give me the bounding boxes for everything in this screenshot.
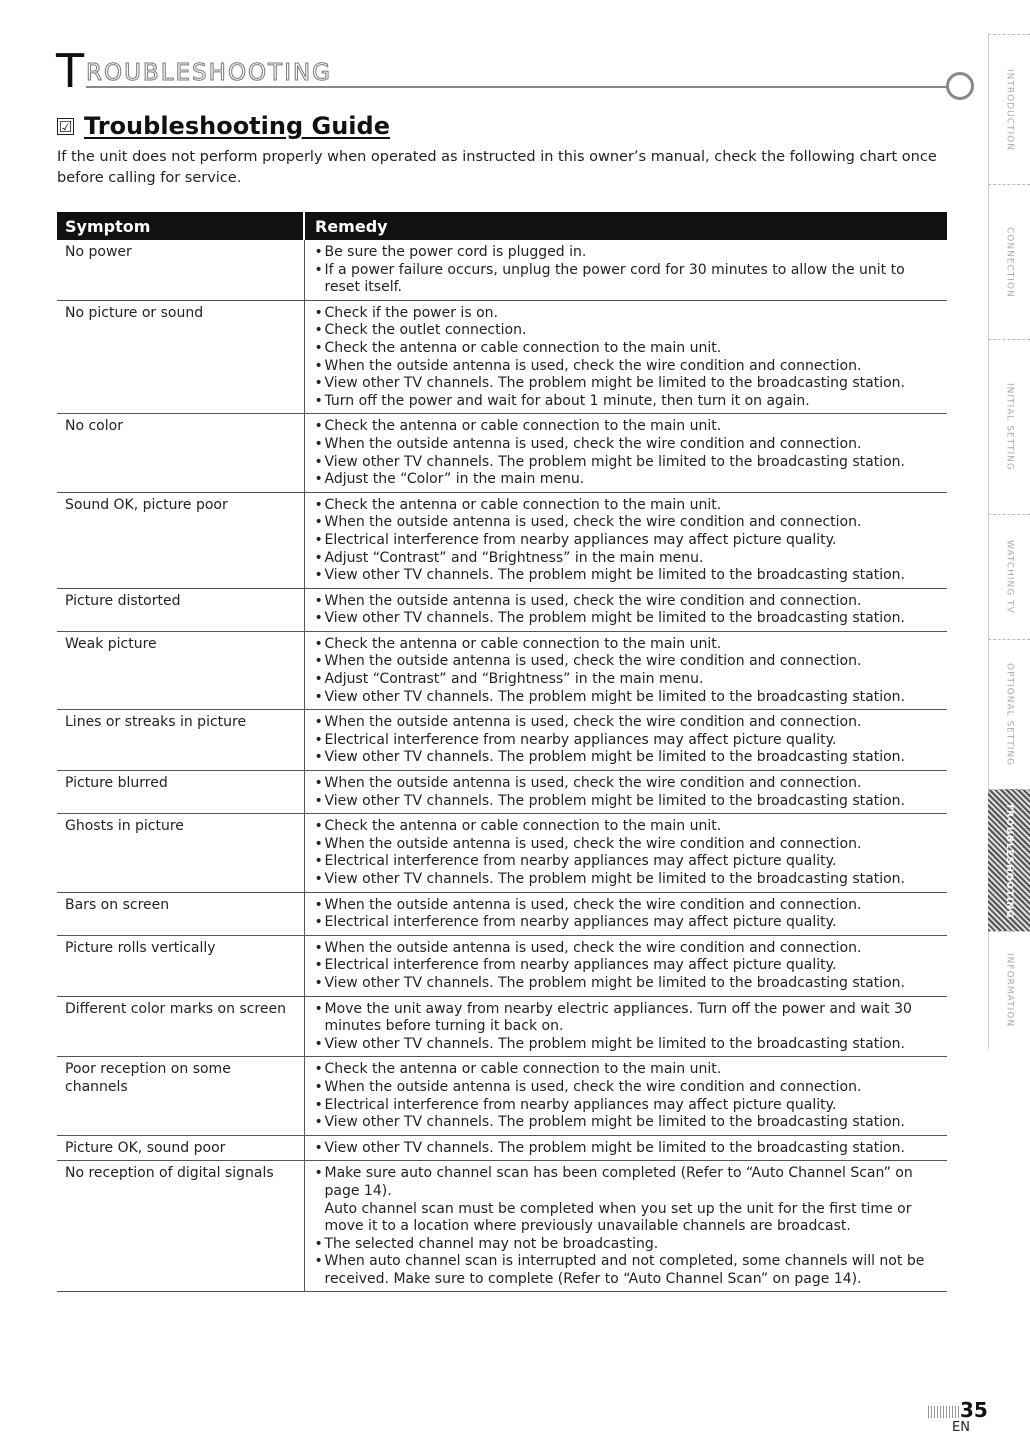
symptom-cell: No picture or sound [57, 300, 304, 414]
table-row [57, 710, 947, 771]
remedy-item: • Electrical interference from nearby appliances may affect picture quality. [315, 532, 942, 550]
remedy-list [315, 1001, 942, 1054]
remedy-item: • Electrical interference from nearby appliances may affect picture quality. [315, 957, 942, 975]
symptom-cell: Poor reception on some channels [57, 1057, 304, 1135]
remedy-list [315, 940, 942, 993]
remedy-item: • View other TV channels. The problem might be limited to the broadcasting station. [315, 689, 942, 707]
remedy-item: • Electrical interference from nearby appliances may affect picture quality. [315, 853, 942, 871]
remedy-list [315, 636, 942, 706]
remedy-item: • Make sure auto channel scan has been completed (Refer to “Auto Channel Scan” on page 14). [315, 1165, 942, 1200]
table-row [57, 935, 947, 996]
remedy-item: • View other TV channels. The problem might be limited to the broadcasting station. [315, 454, 942, 472]
symptom-cell: No color [57, 414, 304, 492]
symptom-cell: Sound OK, picture poor [57, 492, 304, 588]
remedy-item: • View other TV channels. The problem might be limited to the broadcasting station. [315, 1140, 942, 1158]
remedy-item: • View other TV channels. The problem might be limited to the broadcasting station. [315, 610, 942, 628]
symptom-column-header: Symptom [57, 212, 304, 240]
remedy-item: • View other TV channels. The problem might be limited to the broadcasting station. [315, 375, 942, 393]
table-row [57, 414, 947, 492]
remedy-item: • When the outside antenna is used, check the wire condition and connection. [315, 897, 942, 915]
remedy-item: • When the outside antenna is used, check the wire condition and connection. [315, 593, 942, 611]
remedy-item: • Check the antenna or cable connection to the main unit. [315, 418, 942, 436]
symptom-cell: No power [57, 240, 304, 300]
symptom-cell: Lines or streaks in picture [57, 710, 304, 771]
symptom-cell: Picture rolls vertically [57, 935, 304, 996]
checkbox-icon: ☑ [58, 117, 73, 136]
side-tab-label: INITIAL SETTING [1004, 383, 1015, 471]
remedy-list [315, 775, 942, 810]
side-tab-label: TROUBLESHOOTING [1004, 802, 1014, 919]
remedy-item: • Check the antenna or cable connection to the main unit. [315, 636, 942, 654]
header-rule [86, 86, 956, 88]
remedy-item: • View other TV channels. The problem might be limited to the broadcasting station. [315, 567, 942, 585]
remedy-item: • Check the outlet connection. [315, 322, 942, 340]
remedy-item: • Turn off the power and wait for about 1 minute, then turn it on again. [315, 393, 942, 411]
remedy-item: • When the outside antenna is used, check the wire condition and connection. [315, 940, 942, 958]
remedy-column-header: Remedy [304, 212, 947, 240]
remedy-item: • Check the antenna or cable connection to the main unit. [315, 340, 942, 358]
remedy-list [315, 305, 942, 411]
remedy-cell [304, 631, 947, 709]
page-number: 35 [960, 1398, 988, 1422]
remedy-item: • When the outside antenna is used, check the wire condition and connection. [315, 836, 942, 854]
remedy-item: • The selected channel may not be broadcasting. [315, 1236, 942, 1254]
symptom-cell: Ghosts in picture [57, 814, 304, 892]
side-tab-information[interactable] [988, 931, 1030, 1049]
page-number-ornament [928, 1406, 960, 1418]
symptom-cell: Different color marks on screen [57, 996, 304, 1057]
table-row [57, 814, 947, 892]
table-row [57, 631, 947, 709]
remedy-item: • View other TV channels. The problem might be limited to the broadcasting station. [315, 1036, 942, 1054]
symptom-cell: Picture blurred [57, 771, 304, 814]
side-tab-label: INFORMATION [1004, 953, 1015, 1028]
remedy-item: Auto channel scan must be completed when you set up the unit for the first time or move it to a location where previously unavailable channels are broadcast. [324, 1200, 912, 1235]
table-row [57, 588, 947, 631]
side-tab-introduction[interactable] [988, 34, 1030, 184]
remedy-item: • Be sure the power cord is plugged in. [315, 244, 942, 262]
side-tab-label: WATCHING TV [1004, 540, 1015, 614]
side-tab-initial-setting[interactable] [988, 339, 1030, 514]
remedy-item: • When the outside antenna is used, check the wire condition and connection. [315, 653, 942, 671]
intro-paragraph: If the unit does not perform properly when operated as instructed in this owner’s manual, check the following chart once before calling for service. [57, 149, 937, 186]
symptom-cell: No reception of digital signals [57, 1161, 304, 1292]
table-row [57, 240, 947, 300]
remedy-item: • Check the antenna or cable connection to the main unit. [315, 818, 942, 836]
side-tab-optional-setting[interactable] [988, 639, 1030, 789]
page-header [56, 46, 976, 96]
header-circle-ornament [946, 72, 974, 100]
remedy-list [315, 418, 942, 488]
section-title: Troubleshooting Guide [84, 112, 390, 140]
symptom-cell: Picture distorted [57, 588, 304, 631]
remedy-cell [304, 240, 947, 300]
table-row [57, 300, 947, 414]
remedy-item: • Adjust the “Color” in the main menu. [315, 471, 942, 489]
remedy-item: • When the outside antenna is used, check the wire condition and connection. [315, 358, 942, 376]
section-heading [57, 112, 390, 140]
remedy-cell [304, 1057, 947, 1135]
troubleshooting-table [57, 212, 947, 1292]
remedy-cell [304, 300, 947, 414]
side-tab-label: CONNECTION [1004, 226, 1015, 298]
remedy-list [315, 818, 942, 888]
table-header-row [57, 212, 947, 240]
remedy-item: • When the outside antenna is used, check the wire condition and connection. [315, 714, 942, 732]
remedy-list [315, 1165, 942, 1288]
remedy-item: • Adjust “Contrast” and “Brightness” in the main menu. [315, 671, 942, 689]
remedy-item: • Adjust “Contrast” and “Brightness” in the main menu. [315, 550, 942, 568]
remedy-cell [304, 935, 947, 996]
table-row [57, 996, 947, 1057]
side-tab-watching-tv[interactable] [988, 514, 1030, 639]
remedy-cell [304, 1135, 947, 1161]
table-row [57, 1057, 947, 1135]
remedy-item: • When the outside antenna is used, check the wire condition and connection. [315, 1079, 942, 1097]
remedy-item: • Check the antenna or cable connection to the main unit. [315, 497, 942, 515]
remedy-cell [304, 1161, 947, 1292]
remedy-item: • When the outside antenna is used, check the wire condition and connection. [315, 436, 942, 454]
remedy-list [315, 1061, 942, 1131]
remedy-item: • View other TV channels. The problem might be limited to the broadcasting station. [315, 793, 942, 811]
remedy-item: • When the outside antenna is used, check the wire condition and connection. [315, 775, 942, 793]
remedy-cell [304, 588, 947, 631]
table-row [57, 492, 947, 588]
side-tab-label: INTRODUCTION [1004, 68, 1015, 151]
side-tab-connection[interactable] [988, 184, 1030, 339]
side-tab-label: OPTIONAL SETTING [1004, 662, 1015, 767]
remedy-item: • Check the antenna or cable connection to the main unit. [315, 1061, 942, 1079]
remedy-item: • View other TV channels. The problem might be limited to the broadcasting station. [315, 871, 942, 889]
remedy-item: • Electrical interference from nearby appliances may affect picture quality. [315, 732, 942, 750]
page-language: EN [952, 1420, 970, 1435]
remedy-item: • View other TV channels. The problem might be limited to the broadcasting station. [315, 975, 942, 993]
remedy-cell [304, 414, 947, 492]
table-body [57, 240, 947, 1292]
remedy-cell [304, 996, 947, 1057]
remedy-item: • Check if the power is on. [315, 305, 942, 323]
remedy-list [315, 593, 942, 628]
side-tab-troubleshooting[interactable] [988, 789, 1030, 931]
remedy-item: • When the outside antenna is used, check the wire condition and connection. [315, 514, 942, 532]
table-row [57, 1135, 947, 1161]
remedy-cell [304, 814, 947, 892]
remedy-item: • Move the unit away from nearby electric appliances. Turn off the power and wait 30 minutes before turning it back on. [315, 1001, 942, 1036]
remedy-item: • If a power failure occurs, unplug the power cord for 30 minutes to allow the unit to reset itself. [315, 262, 942, 297]
remedy-list [315, 714, 942, 767]
header-title-rest: ROUBLESHOOTING [86, 60, 333, 86]
remedy-list [315, 497, 942, 585]
remedy-cell [304, 892, 947, 935]
remedy-item: • Electrical interference from nearby appliances may affect picture quality. [315, 914, 942, 932]
symptom-cell: Picture OK, sound poor [57, 1135, 304, 1161]
table-row [57, 1161, 947, 1292]
remedy-list [315, 1140, 942, 1158]
remedy-list [315, 897, 942, 932]
remedy-list [315, 244, 942, 297]
remedy-item: • View other TV channels. The problem might be limited to the broadcasting station. [315, 749, 942, 767]
remedy-cell [304, 492, 947, 588]
table-row [57, 771, 947, 814]
remedy-cell [304, 771, 947, 814]
remedy-item: • View other TV channels. The problem might be limited to the broadcasting station. [315, 1114, 942, 1132]
remedy-item: • Electrical interference from nearby appliances may affect picture quality. [315, 1097, 942, 1115]
symptom-cell: Bars on screen [57, 892, 304, 935]
header-first-letter: T [56, 44, 85, 98]
remedy-cell [304, 710, 947, 771]
symptom-cell: Weak picture [57, 631, 304, 709]
remedy-item: • When auto channel scan is interrupted and not completed, some channels will not be received. Make sure to complete (Refer to “Auto Channel Scan” on page 14). [315, 1253, 942, 1288]
table-row [57, 892, 947, 935]
side-nav-tabs [988, 34, 1030, 1049]
